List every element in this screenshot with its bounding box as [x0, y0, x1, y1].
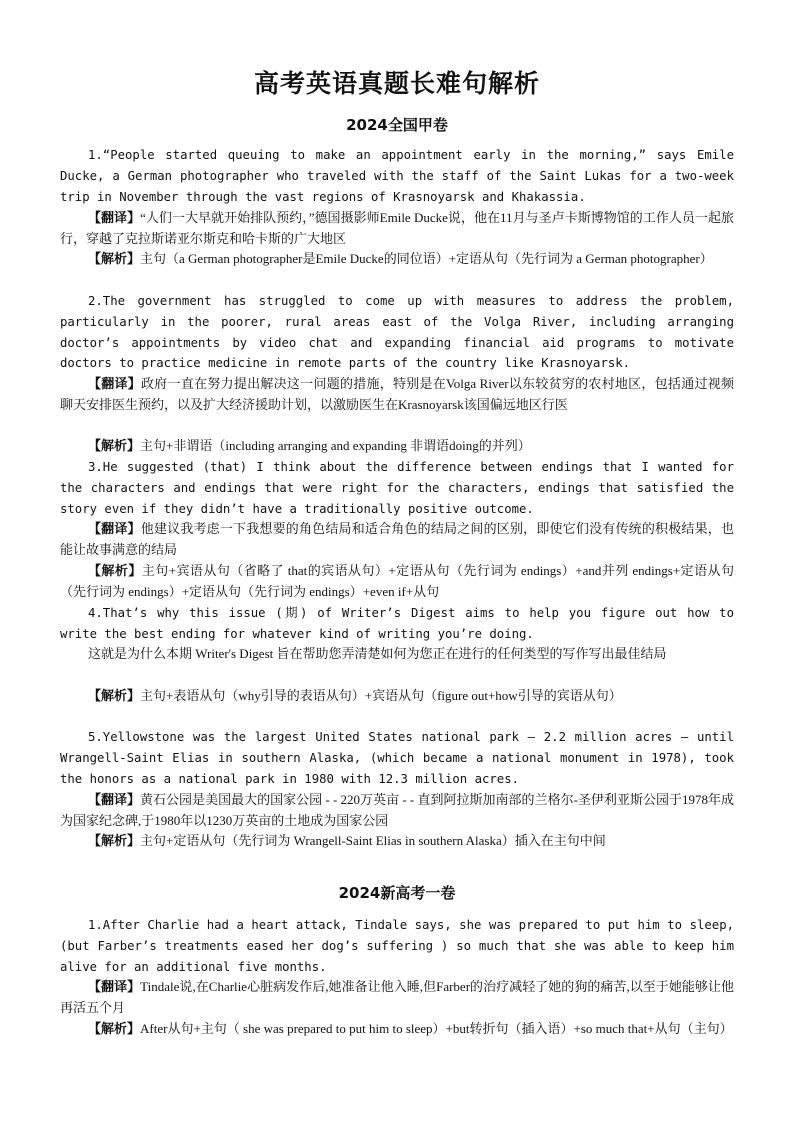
translation-text: 他建议我考虑一下我想要的角色结局和适合角色的结局之间的区别，即使它们没有传统的积极结果，也能让故事满意的结局 — [60, 521, 734, 557]
translation-label: 【翻译】 — [88, 376, 142, 391]
translation-text: Tindale说,在Charlie心脏病发作后,她准备让他入睡,但Farber的治疗减轻了她的狗的痛苦,以至于她能够让他再活五个月 — [60, 979, 734, 1015]
analysis-text: After从句+主句（ she was prepared to put him to sleep）+but转折句（插入语）+so much that+从句（主句） — [140, 1021, 733, 1036]
analysis-text: 主句+定语从句（先行词为 Wrangell-Saint Elias in southern Alaska）插入在主句中间 — [140, 833, 606, 848]
translation-label: 【翻译】 — [88, 979, 141, 994]
sentence-1-4: 4.That’s why this issue (期) of Writer’s Digest aims to help you figure out how to write the best ending for whatever kind of writing you’re doing. — [60, 606, 734, 641]
analysis-text: 主句（a German photographer是Emile Ducke的同位语）+定语从句（先行词为 a German photographer） — [140, 251, 713, 266]
analysis-1-5 — [60, 831, 734, 852]
analysis-1-2 — [60, 436, 734, 457]
analysis-label: 【解析】 — [88, 251, 141, 266]
analysis-2-1 — [60, 1019, 734, 1040]
analysis-label: 【解析】 — [88, 688, 141, 703]
translation-label: 【翻译】 — [88, 521, 141, 536]
analysis-1-1 — [60, 249, 734, 270]
sentence-1-1: 1.“People started queuing to make an appointment early in the morning,” says Emile Ducke, a German photographer who traveled with the staff of the Saint Lukas for a two-week trip in November through the vast regions of Krasnoyarsk and Khakassia. — [60, 148, 734, 204]
translation-text: 黄石公园是美国最大的国家公园 - - 220万英亩 - - 直到阿拉斯加南部的兰格尔-圣伊利亚斯公园于1978年成为国家纪念碑,于1980年以1230万英亩的土地成为国家公园 — [60, 792, 734, 828]
translation-1-1 — [60, 208, 734, 250]
sentence-1-2: 2.The government has struggled to come up with measures to address the problem, particularly in the poorer, rural areas east of the Volga River, including arranging doctor’s appointments by video chat and expanding financial aid programs to motivate doctors to practice medicine in remote parts of the country like Krasnoyarsk. — [60, 294, 734, 371]
translation-1-3 — [60, 519, 734, 561]
analysis-text: 主句+非谓语（including arranging and expanding 非谓语doing的并列） — [140, 438, 531, 453]
translation-label: 【翻译】 — [88, 792, 141, 807]
translation-text: “人们一大早就开始排队预约，”德国摄影师Emile Ducke说，他在11月与圣卢卡斯博物馆的工作人员一起旅行，穿越了克拉斯诺亚尔斯克和哈卡斯的广大地区 — [60, 210, 734, 246]
translation-1-2 — [60, 374, 734, 416]
translation-2-1 — [60, 977, 734, 1019]
translation-1-5 — [60, 790, 734, 832]
sentence-2-1: 1.After Charlie had a heart attack, Tindale says, she was prepared to put him to sleep, (but Farber’s treatments eased her dog’s suffering ) so much that she was able to keep him alive for an additional five months. — [60, 918, 734, 974]
translation-1-4 — [60, 644, 734, 665]
analysis-label: 【解析】 — [88, 438, 141, 453]
analysis-1-4 — [60, 686, 734, 707]
sentence-1-3: 3.He suggested (that) I think about the difference between endings that I wanted for the characters and endings that were right for the characters, endings that satisfied the story even if they didn’t have a traditionally positive outcome. — [60, 460, 734, 516]
analysis-label: 【解析】 — [88, 833, 141, 848]
translation-text: 政府一直在努力提出解决这一问题的措施，特别是在Volga River以东较贫穷的农村地区，包括通过视频聊天安排医生预约，以及扩大经济援助计划，以激励医生在Krasnoyarsk该国偏远地区行医 — [60, 376, 734, 412]
analysis-label: 【解析】 — [88, 563, 142, 578]
section-heading-2: 2024新高考一卷 — [338, 884, 456, 902]
translation-label: 【翻译】 — [88, 210, 141, 225]
analysis-text: 主句+宾语从句（省略了 that的宾语从句）+定语从句（先行词为 endings）+and并列 endings+定语从句（先行词为 endings）+定语从句（先行词为 endings）+even if+从句 — [60, 563, 734, 599]
analysis-text: 主句+表语从句（why引导的表语从句）+宾语从句（figure out+how引导的宾语从句） — [140, 688, 622, 703]
translation-text: 这就是为什么本期 Writer's Digest 旨在帮助您弄清楚如何为您正在进行的任何类型的写作写出最佳结局 — [88, 646, 667, 661]
analysis-1-3 — [60, 561, 734, 603]
sentence-1-5: 5.Yellowstone was the largest United States national park — 2.2 million acres — until Wrangell-Saint Elias in southern Alaska, (which became a national monument in 1978), took the honors as a national park in 1980 with 12.3 million acres. — [60, 730, 734, 786]
analysis-label: 【解析】 — [88, 1021, 141, 1036]
section-heading-1: 2024全国甲卷 — [346, 116, 448, 134]
document-title: 高考英语真题长难句解析 — [253, 69, 540, 98]
